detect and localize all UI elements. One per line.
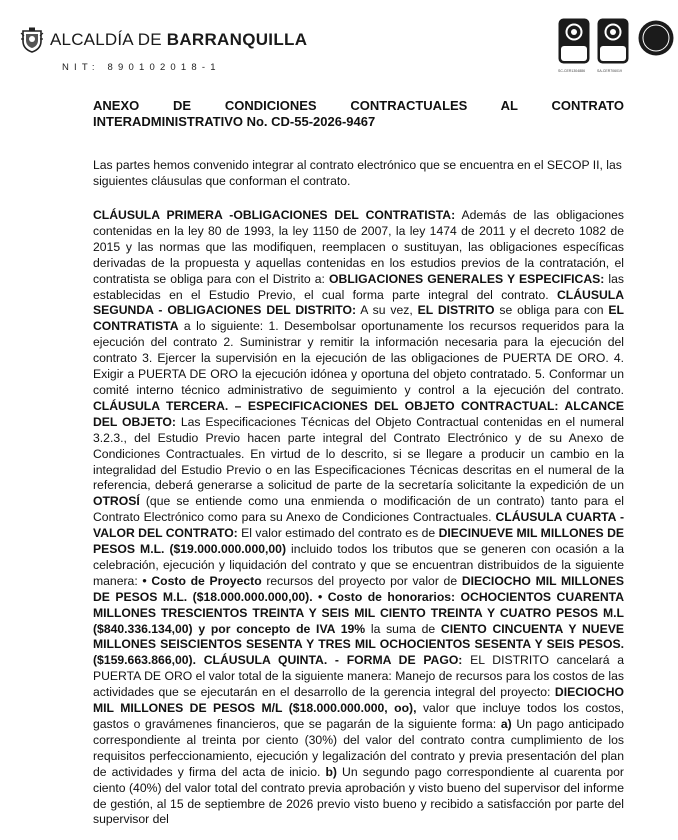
text-segment: (que se entiende como una enmienda o modificación de un contrato) tanto para el Contrato Electrónico como para su Anexo de Condiciones Contractuales. — [93, 494, 624, 525]
intro-paragraph: Las partes hemos convenido integrar al contrato electrónico que se encuentra en el SECOP II, las siguientes cláusulas que conforman el contrato. — [93, 158, 622, 188]
title-line-2: INTERADMINISTRATIVO No. CD-55-2026-9467 — [93, 114, 376, 129]
brand-name: BARRANQUILLA — [166, 30, 308, 49]
brand-prefix: ALCALDÍA DE — [50, 30, 162, 49]
text-segment: las establecidas en el Estudio Previo, el cual forma parte integral del contrato. — [93, 271, 625, 302]
text-segment: se obliga para con — [494, 303, 609, 318]
bold-segment: CLÁUSULA TERCERA. – ESPECIFICACIONES DEL OBJETO CONTRACTUAL: ALCANCE DEL OBJETO: — [93, 398, 624, 429]
bold-segment: DIECINUEVE MIL MILLONES DE PESOS M.L. ($19.000.000.000,00) — [93, 526, 625, 557]
text-segment: Un segundo pago correspondiente al cuarenta por ciento (40%) del valor total del contrato previa aprobación y visto bueno del supervisor del informe de gestión, al 15 de septiembre de 2026 previo visto bueno y recibido a satisfacción por parte del supervisor del — [93, 764, 624, 827]
bold-segment: CIENTO CINCUENTA Y NUEVE MILLONES SEISCIENTOS SESENTA Y TRES MIL OCHOCIENTOS SESENTA Y SEIS PESOS. ($159.663.866,00). CLÁUSULA QUINTA. - FORMA DE PAGO: — [93, 621, 624, 668]
bold-segment: b) — [325, 764, 337, 779]
cert-code-14001: SA-CER706019 — [597, 69, 622, 73]
bold-segment: OTROSÍ — [93, 494, 140, 509]
brand-title — [50, 30, 307, 50]
bold-segment: • Costo de Proyecto — [142, 573, 262, 588]
document-title — [93, 98, 624, 130]
icontec-iso14001-seal-icon — [597, 18, 629, 64]
icontec-iso9001-seal-icon — [558, 18, 590, 64]
clauses-paragraph — [93, 208, 624, 828]
bold-segment: DIECIOCHO MIL MILLONES DE PESOS M.L. ($18.000.000.000,00). • Costo de honorarios: OCHOCIENTOS CUARENTA MILLONES TRESCIENTOS TREINTA Y SEIS MIL CIENTO TREINTA Y CUATRO PESOS M.L ($840.336.134,00) y por concepto de IVA 19% — [93, 573, 624, 636]
text-segment: la suma de — [365, 621, 441, 636]
text-segment: Un pago anticipado correspondiente al treinta por ciento (30%) del valor del contrato contra cumplimiento de los requisitos perfeccionamiento, ejecución y legalización del contrato y previa presentación del plan de actividades y firma del acta de inicio. — [93, 717, 624, 779]
text-segment: A su vez, — [356, 303, 418, 318]
coat-of-arms-icon — [20, 27, 44, 53]
letterhead — [0, 0, 678, 90]
text-segment: Además de las obligaciones contenidas en la ley 80 de 1993, la ley 1150 de 2007, la ley 1474 de 2011 y el decreto 1082 de 2015 y las normas que las modifiquen, reemplacen o sustituyan, las obligaciones específicas derivadas de la propuesta y aquellas contenidas en los estudios previos de la contratación, el contratista se obliga para con el Distrito a: — [93, 208, 624, 286]
cert-code-9001: SC-CER1304886 — [558, 69, 586, 73]
nit-number: NIT: 890102018-1 — [62, 62, 221, 73]
iqnet-seal-icon — [638, 20, 674, 64]
bold-segment: CLÁUSULA CUARTA -VALOR DEL CONTRATO: — [93, 510, 625, 541]
text-segment: EL DISTRITO cancelará a PUERTA DE ORO el valor total de la siguiente manera: Manejo de recursos para los costos de las actividades que se ejecutarán en el desarrollo de la gerencia integral del proyecto: — [93, 653, 624, 700]
bold-segment: EL DISTRITO — [417, 303, 495, 318]
title-line-1: ANEXO DE CONDICIONES CONTRACTUALES AL CONTRATO — [93, 98, 624, 113]
bold-segment: a) — [500, 717, 512, 731]
bold-segment: CLÁUSULA SEGUNDA - OBLIGACIONES DEL DISTRITO: — [93, 287, 624, 318]
text-segment: Las Especificaciones Técnicas del Objeto Contractual contenidas en el numeral 3.2.3., del Estudio Previo hacen parte integral del Contrato Electrónico y de su Anexo de Condiciones Contractuales. En virtud de lo descrito, si se llegare a producir un cambio en la integralidad del Estudio Previo o en las Especificaciones Técnicas descritas en el numeral de la referencia, deberá generarse a solicitud de parte de la secretaría solicitante la expedición de un — [93, 414, 624, 493]
bold-segment: CLÁUSULA PRIMERA -OBLIGACIONES DEL CONTRATISTA: — [93, 208, 456, 222]
bold-segment: EL CONTRATISTA — [93, 303, 624, 334]
text-segment: a lo siguiente: 1. Desembolsar oportunamente los recursos requeridos para la ejecución del contrato 2. Suministrar y remitir la información necesaria para la ejecución del contrato 3. Ejercer la supervisión en la ejecución de las obligaciones de PUERTA DE ORO. 4. Exigir a PUERTA DE ORO la ejecución idónea y oportuna del objeto contratado. 5. Conformar un comité interno técnico administrativo de seguimiento y control a la ejecución del contrato. — [93, 319, 624, 397]
text-segment: incluido todos los tributos que se generen con ocasión a la celebración, ejecución y liquidación del contrato y que se encuentran distribuidos de la siguiente manera: — [93, 542, 624, 588]
bold-segment: OBLIGACIONES GENERALES Y ESPECIFICAS: — [329, 271, 605, 286]
bold-segment: DIECIOCHO MIL MILLONES DE PESOS M/L ($18.000.000.000, oo), — [93, 685, 624, 716]
text-segment: El valor estimado del contrato es de — [237, 526, 439, 541]
text-segment: valor que incluye todos los costos, gastos o gravámenes financieros, que se pagarán de la siguiente forma: — [93, 701, 624, 731]
text-segment: recursos del proyecto por valor de — [261, 573, 462, 588]
